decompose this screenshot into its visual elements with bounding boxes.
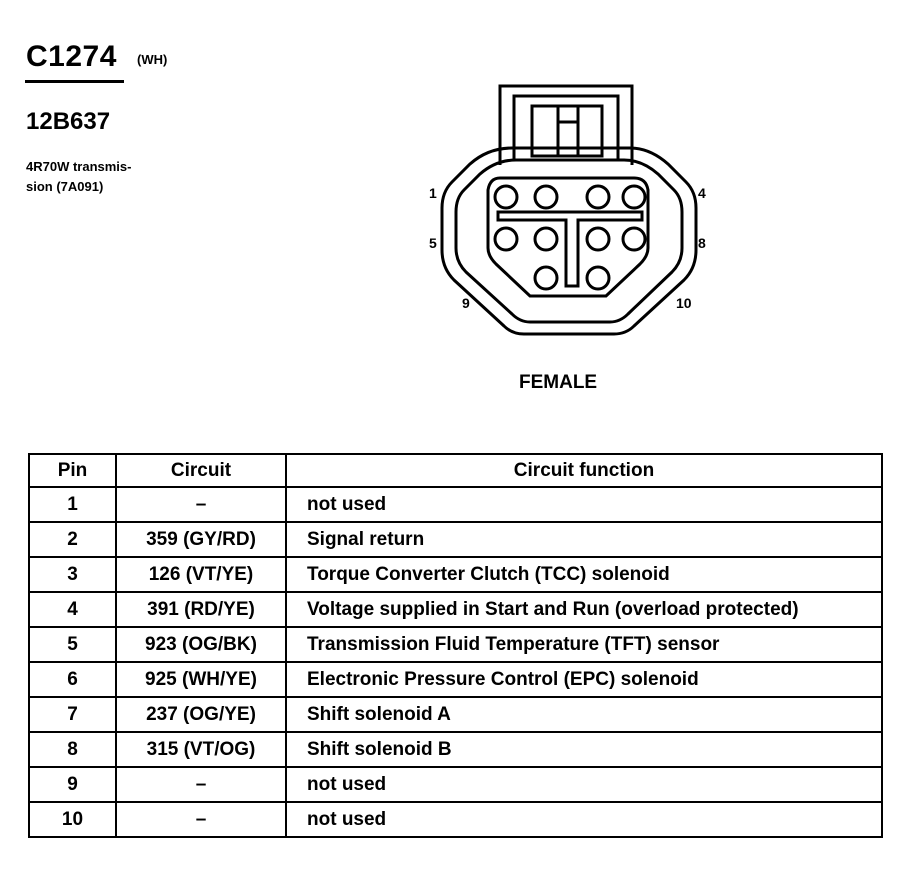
cell-circuit: – — [116, 802, 286, 837]
pin-cavity-1 — [495, 186, 517, 208]
cell-pin: 3 — [29, 557, 116, 592]
header-circuit-function: Circuit function — [286, 454, 882, 487]
connector-color: (WH) — [137, 52, 168, 67]
pin-cavity-9 — [535, 267, 557, 289]
cell-pin: 4 — [29, 592, 116, 627]
polarizing-key — [498, 212, 642, 286]
pin-table — [28, 453, 883, 838]
table-row — [29, 662, 882, 697]
pin-label-1: 1 — [429, 185, 437, 201]
pin-cavity-2 — [535, 186, 557, 208]
table-row — [29, 802, 882, 837]
cell-circuit: 923 (OG/BK) — [116, 627, 286, 662]
cell-pin: 6 — [29, 662, 116, 697]
cell-function: Electronic Pressure Control (EPC) solenoid — [286, 662, 882, 697]
pin-label-10: 10 — [676, 295, 692, 311]
table-row — [29, 592, 882, 627]
cell-circuit: 126 (VT/YE) — [116, 557, 286, 592]
pin-label-9: 9 — [462, 295, 470, 311]
pin-cavity-6 — [535, 228, 557, 250]
cell-function: not used — [286, 487, 882, 522]
cell-function: Voltage supplied in Start and Run (overload protected) — [286, 592, 882, 627]
cell-pin: 1 — [29, 487, 116, 522]
cell-pin: 7 — [29, 697, 116, 732]
table-row — [29, 697, 882, 732]
connector-description — [26, 157, 131, 197]
table-row — [29, 767, 882, 802]
pin-cavity-10 — [587, 267, 609, 289]
connector-id: C1274 — [26, 40, 117, 73]
header-circuit: Circuit — [116, 454, 286, 487]
pin-label-5: 5 — [429, 235, 437, 251]
header-pin: Pin — [29, 454, 116, 487]
connector-gender: FEMALE — [519, 372, 598, 393]
cell-pin: 10 — [29, 802, 116, 837]
cell-circuit: – — [116, 487, 286, 522]
pin-cavity-5 — [495, 228, 517, 250]
part-number: 12B637 — [26, 108, 111, 135]
pin-cavity-4 — [623, 186, 645, 208]
cell-function: Shift solenoid B — [286, 732, 882, 767]
cell-pin: 9 — [29, 767, 116, 802]
table-header-row — [29, 454, 882, 487]
table-row — [29, 627, 882, 662]
pin-label-4: 4 — [698, 185, 706, 201]
description-line-1: 4R70W transmis- — [26, 159, 132, 174]
cell-function: not used — [286, 767, 882, 802]
connector-id-underline — [25, 80, 124, 83]
cell-circuit: 391 (RD/YE) — [116, 592, 286, 627]
table-row — [29, 557, 882, 592]
latch-tab-outer — [500, 86, 632, 165]
pin-cavity-3 — [587, 186, 609, 208]
pin-cavity-7 — [587, 228, 609, 250]
description-line-2: sion (7A091) — [26, 179, 104, 194]
cell-circuit: 315 (VT/OG) — [116, 732, 286, 767]
pin-label-8: 8 — [698, 235, 706, 251]
cell-function: not used — [286, 802, 882, 837]
connector-face-diagram — [420, 80, 720, 360]
cell-function: Shift solenoid A — [286, 697, 882, 732]
cell-function: Signal return — [286, 522, 882, 557]
cell-pin: 2 — [29, 522, 116, 557]
cell-function: Torque Converter Clutch (TCC) solenoid — [286, 557, 882, 592]
cell-pin: 8 — [29, 732, 116, 767]
table-row — [29, 732, 882, 767]
cell-circuit: 925 (WH/YE) — [116, 662, 286, 697]
cell-circuit: 359 (GY/RD) — [116, 522, 286, 557]
table-row — [29, 487, 882, 522]
cell-circuit: – — [116, 767, 286, 802]
pin-cavity-8 — [623, 228, 645, 250]
cell-circuit: 237 (OG/YE) — [116, 697, 286, 732]
cell-pin: 5 — [29, 627, 116, 662]
cell-function: Transmission Fluid Temperature (TFT) sensor — [286, 627, 882, 662]
table-row — [29, 522, 882, 557]
